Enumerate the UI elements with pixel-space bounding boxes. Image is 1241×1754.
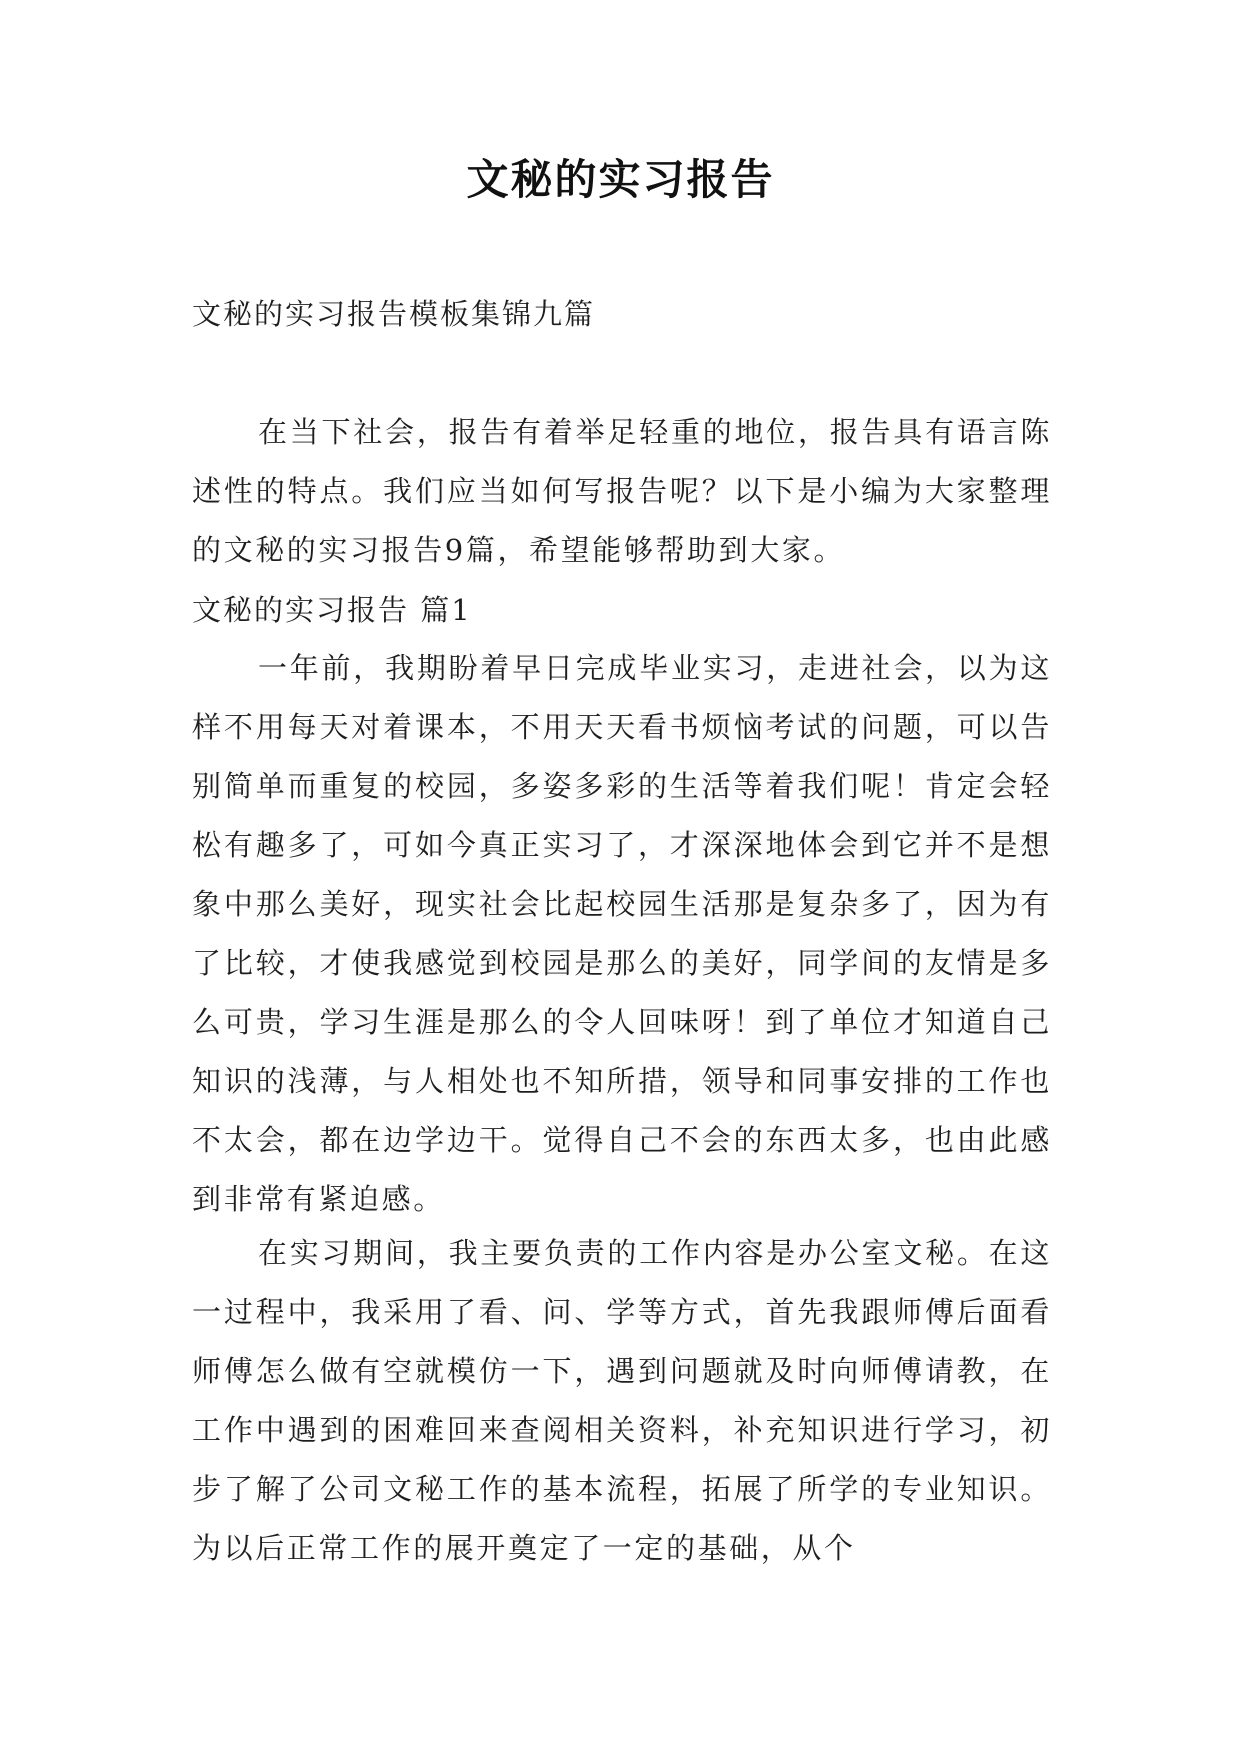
section-heading: 文秘的实习报告 篇1 — [192, 593, 472, 627]
document-title: 文秘的实习报告 — [466, 155, 775, 204]
body-paragraph: 一年前，我期盼着早日完成毕业实习，走进社会，以为这样不用每天对着课本，不用天天看书烦恼考试的问题，可以告别简单而重复的校园，多姿多彩的生活等着我们呢！肯定会轻松有趣多了，可如今真正实习了，才深深地体会到它并不是想象中那么美好，现实社会比起校园生活那是复杂多了，因为有了比较，才使我感觉到校园是那么的美好，同学间的友情是多么可贵，学习生涯是那么的令人回味呀！到了单位才知道自己知识的浅薄，与人相处也不知所措，领导和同事安排的工作也不太会，都在边学边干。觉得自己不会的东西太多，也由此感到非常有紧迫感。 — [192, 651, 1052, 1216]
body-paragraph: 在实习期间，我主要负责的工作内容是办公室文秘。在这一过程中，我采用了看、问、学等方式，首先我跟师傅后面看师傅怎么做有空就模仿一下，遇到问题就及时向师傅请教，在工作中遇到的困难回来查阅相关资料，补充知识进行学习，初步了解了公司文秘工作的基本流程，拓展了所学的专业知识。为以后正常工作的展开奠定了一定的基础，从个 — [192, 1236, 1052, 1565]
intro-paragraph: 在当下社会，报告有着举足轻重的地位，报告具有语言陈述性的特点。我们应当如何写报告呢？以下是小编为大家整理的文秘的实习报告9篇，希望能够帮助到大家。 — [192, 415, 1052, 567]
document-subtitle: 文秘的实习报告模板集锦九篇 — [192, 297, 596, 331]
